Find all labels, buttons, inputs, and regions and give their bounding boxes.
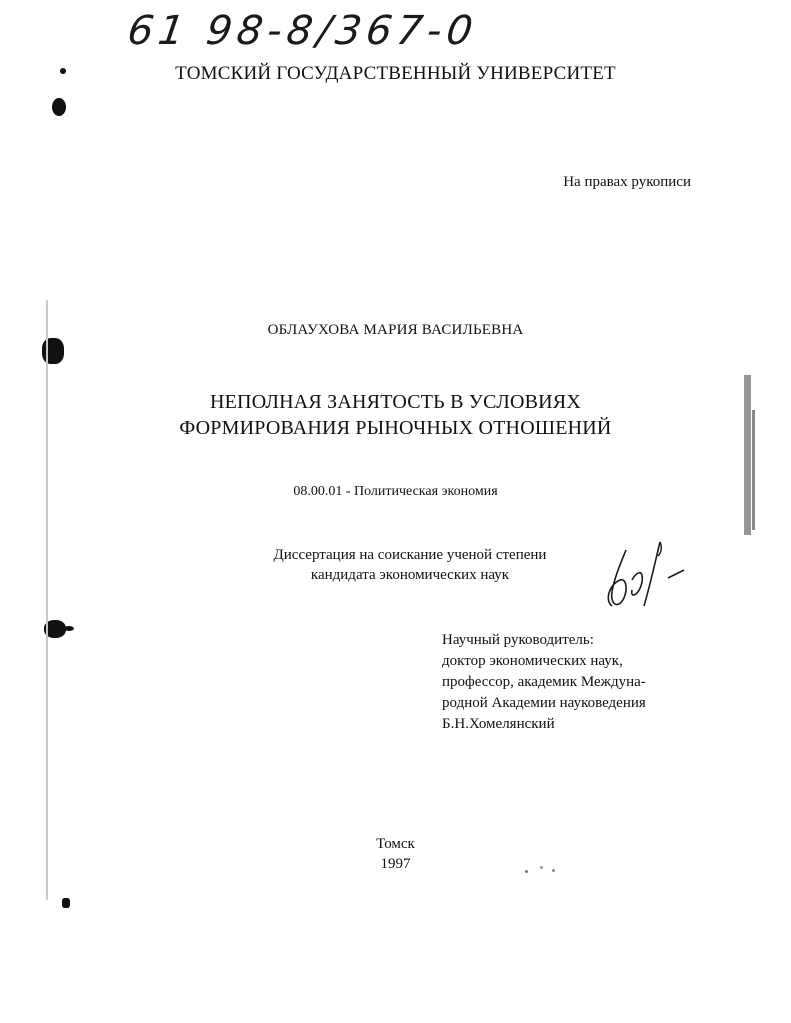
scan-edge-noise [744,375,751,535]
degree-purpose [251,545,569,585]
handwritten-archive-number: 61 98-8/367-0 [124,8,481,54]
scan-dot-mark [552,869,555,872]
city-name: Томск [376,836,415,852]
supervisor-name: Б.Н.Хомелянский [442,716,555,732]
signature-icon [596,538,688,618]
scan-dot-mark [60,68,66,74]
supervisor-line-1: доктор экономических наук, [442,653,623,669]
scan-dot-mark [540,866,543,869]
scan-edge-noise [752,410,755,530]
binding-edge-line [46,300,48,900]
year: 1997 [380,856,411,872]
author-name: ОБЛАУХОВА МАРИЯ ВАСИЛЬЕВНА [267,322,524,338]
specialty-code: 08.00.01 - Политическая экономия [293,484,498,499]
punch-hole-mark [52,98,66,116]
supervisor-heading: Научный руководитель: [442,632,594,648]
purpose-line-2: кандидата экономических наук [310,567,510,583]
manuscript-rights-note: На правах рукописи [563,174,691,190]
title-line-2: ФОРМИРОВАНИЯ РЫНОЧНЫХ ОТНОШЕНИЙ [179,417,612,439]
scan-dot-mark [64,626,74,631]
title-line-1: НЕПОЛНАЯ ЗАНЯТОСТЬ В УСЛОВИЯХ [210,391,581,413]
scan-dot-mark [525,870,528,873]
purpose-line-1: Диссертация на соискание ученой степени [273,547,547,563]
supervisor-line-3: родной Академии науковедения [442,695,646,711]
supervisor-line-2: профессор, академик Междуна- [442,674,646,690]
scientific-supervisor [442,630,646,735]
scan-dot-mark [62,898,70,908]
university-name: ТОМСКИЙ ГОСУДАРСТВЕННЫЙ УНИВЕРСИТЕТ [175,63,616,84]
dissertation-title [0,389,791,441]
place-and-year [0,834,791,874]
